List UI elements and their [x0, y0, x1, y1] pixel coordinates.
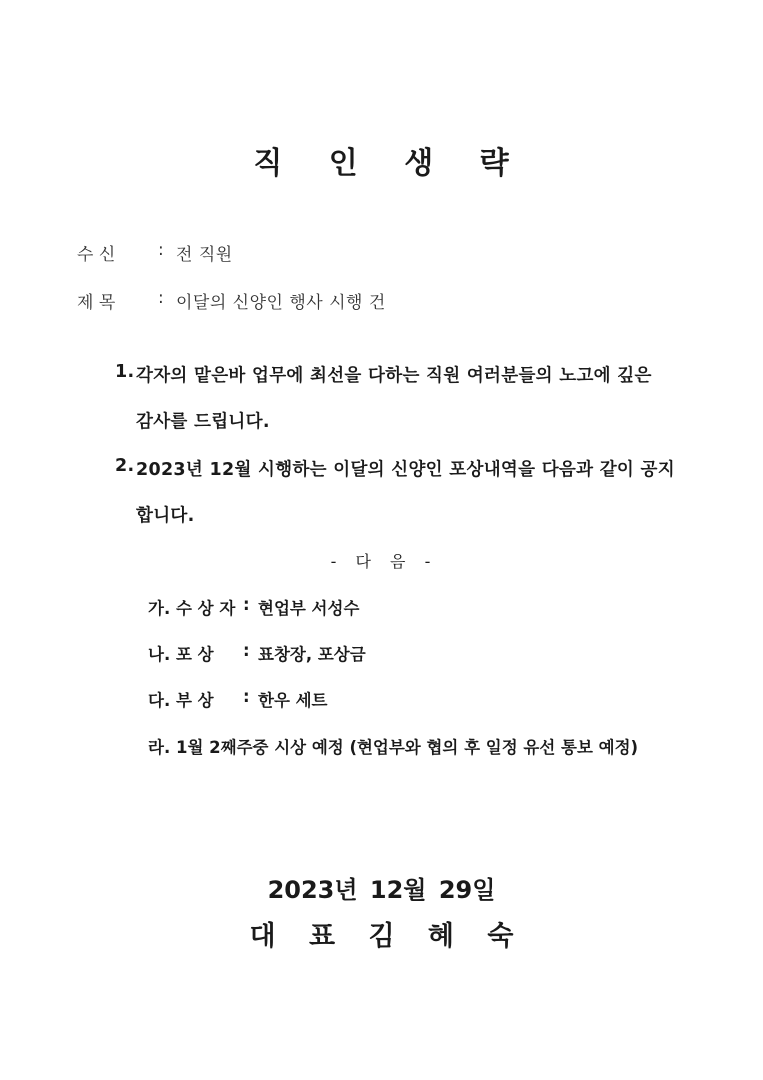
detail-item-label: 가. 수 상 자	[148, 599, 236, 618]
paragraph-1-line-2: 감사를 드립니다.	[136, 412, 270, 432]
paragraph-2-line-2: 합니다.	[136, 506, 195, 526]
detail-item-label: 나. 포 상	[148, 645, 214, 664]
subject-value: 이달의 신양인 행사 시행 건	[176, 293, 386, 313]
detail-item-value: 한우 세트	[258, 691, 328, 710]
details-heading: - 다 음 -	[330, 552, 433, 571]
document-title: 직 인 생 략	[253, 146, 510, 181]
recipient-label: 수 신	[77, 245, 116, 265]
subject-label: 제 목	[77, 293, 116, 313]
issue-date: 2023년 12월 29일	[267, 876, 496, 904]
subject-separator: :	[158, 288, 164, 308]
detail-item-separator: :	[243, 687, 250, 706]
detail-item-label: 다. 부 상	[148, 691, 214, 710]
paragraph-1-number: 1.	[115, 362, 135, 382]
paragraph-2-number: 2.	[115, 456, 135, 476]
recipient-separator: :	[158, 240, 164, 260]
paragraph-2-line-1: 2023년 12월 시행하는 이달의 신양인 포상내역을 다음과 같이 공지	[136, 460, 675, 480]
detail-item-separator: :	[243, 595, 250, 614]
detail-item-value: 표창장, 포상금	[258, 645, 366, 664]
detail-item-value: 현업부 서성수	[258, 599, 360, 618]
detail-item-label: 라.	[148, 738, 171, 757]
recipient-value: 전 직원	[176, 245, 233, 265]
detail-item-value: 1월 2째주중 시상 예정 (현업부와 협의 후 일정 유선 통보 예정)	[176, 738, 639, 757]
ceo-signature: 대 표 김 혜 숙	[249, 921, 514, 952]
paragraph-1-line-1: 각자의 맡은바 업무에 최선을 다하는 직원 여러분들의 노고에 깊은	[136, 366, 652, 386]
detail-item-separator: :	[243, 641, 250, 660]
